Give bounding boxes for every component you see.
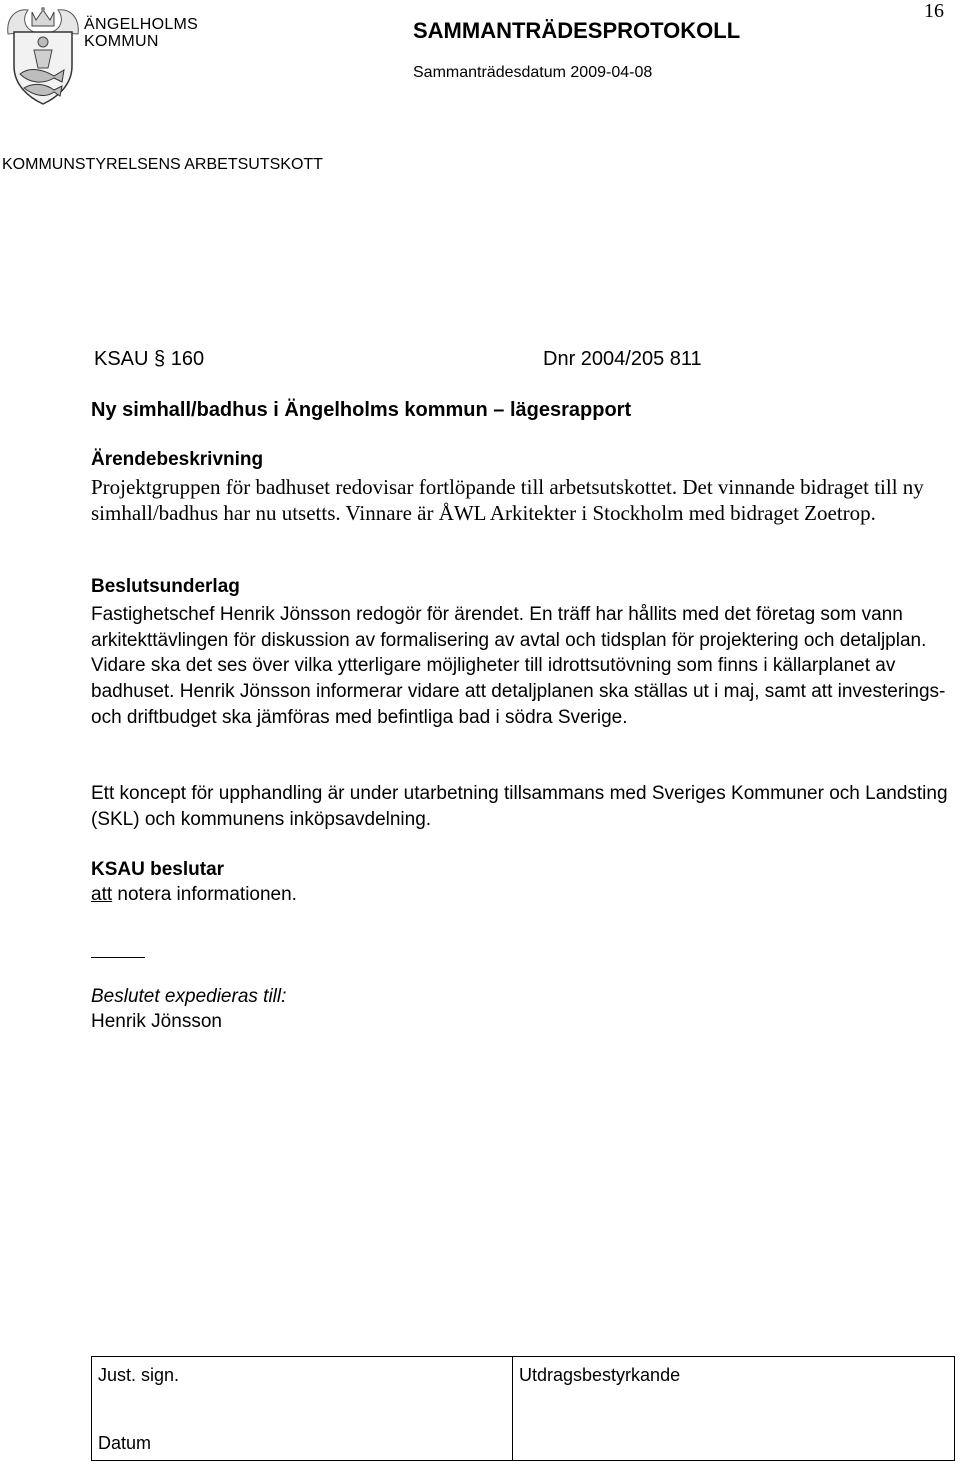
beslutsunderlag-heading: Beslutsunderlag [91, 576, 240, 597]
document-title: SAMMANTRÄDESPROTOKOLL [413, 18, 741, 43]
committee-name: KOMMUNSTYRELSENS ARBETSUTSKOTT [2, 156, 323, 173]
item-subject: Ny simhall/badhus i Ängelholms kommun – lägesrapport [91, 399, 632, 421]
paragraph-reference: KSAU § 160 [94, 348, 205, 370]
diary-number: Dnr 2004/205 811 [543, 348, 702, 370]
page-number: 16 [924, 0, 944, 22]
expedition-label: Beslutet expedieras till: [91, 986, 287, 1007]
arendebeskrivning-text: Projektgruppen för badhuset redovisar fortlöpande till arbetsutskottet. Det vinnande bidraget till ny simhall/badhus har nu utsetts. Vinnare är ÅWL Arkitekter i Stockholm med bidraget Zoetrop. [91, 475, 924, 525]
decision-att: att [91, 884, 113, 905]
utdragsbestyrkande-label: Utdragsbestyrkande [519, 1365, 681, 1385]
expedition-recipient: Henrik Jönsson [91, 1011, 222, 1032]
meeting-date: Sammanträdesdatum 2009-04-08 [413, 64, 653, 81]
procurement-text: Ett koncept för upphandling är under utarbetning tillsammans med Sveriges Kommuner och Landsting (SKL) och kommunens inköpsavdelning. [91, 783, 948, 830]
municipality-crest-logo [4, 4, 82, 106]
arendebeskrivning-heading: Ärendebeskrivning [91, 449, 264, 470]
logo-line-1: ÄNGELHOLMS [84, 16, 199, 33]
decision-text [91, 884, 297, 906]
utdrag-cell [513, 1357, 955, 1461]
decision-body: notera informationen. [112, 884, 297, 905]
datum-label: Datum [98, 1433, 152, 1453]
logo-wordmark [84, 16, 198, 50]
logo-line-2: KOMMUN [84, 33, 159, 50]
separator-line [91, 957, 145, 958]
just-sign-cell [92, 1357, 513, 1461]
beslutsunderlag-text: Fastighetschef Henrik Jönsson redogör för ärendet. En träff har hållits med det företag som vann arkitekttävlingen för diskussion av formalisering av avtal och tidsplan för projektering och detaljplan. Vidare ska det ses över vilka ytterligare möjligheter till idrottsutövning som finns i källarplanet av badhuset. Henrik Jönsson informerar vidare att detaljplanen ska ställas ut i maj, samt att investerings- och driftbudget ska jämföras med befintliga bad i södra Sverige. [91, 604, 946, 728]
just-sign-label: Just. sign. [98, 1365, 180, 1385]
decision-heading: KSAU beslutar [91, 859, 225, 880]
signature-table [91, 1356, 955, 1461]
